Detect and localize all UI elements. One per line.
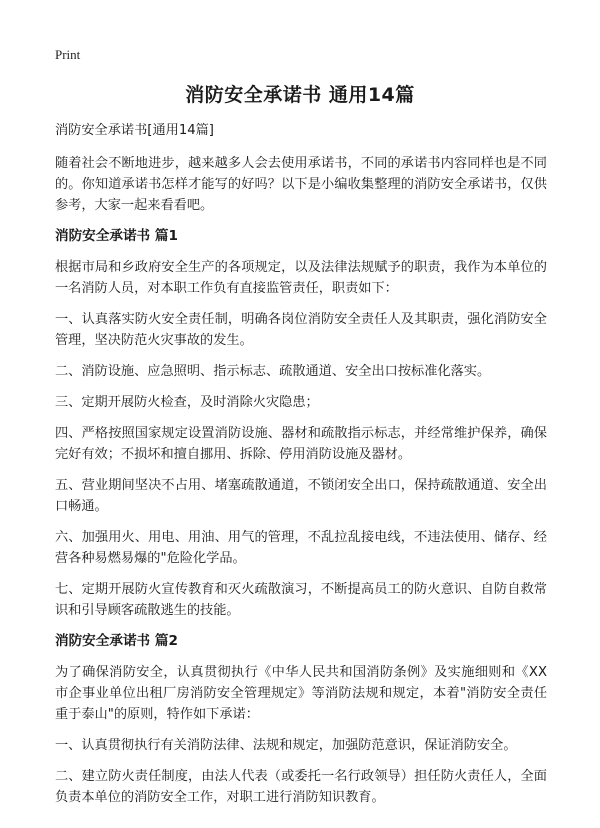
paragraph: 三、定期开展防火检查，及时消除火灾隐患； (55, 395, 319, 410)
document-title: 消防安全承诺书 通用14篇 (185, 84, 415, 106)
paragraph: 七、定期开展防火宣传教育和灭火疏散演习，不断提高员工的防火意识、自防自救常识和引导顾客疏散逃生的技能。 (55, 582, 547, 618)
document-subtitle: 消防安全承诺书[通用14篇] (55, 123, 214, 138)
section-heading: 消防安全承诺书 篇1 (55, 228, 178, 244)
paragraph: 二、建立防火责任制度，由法人代表（或委托一名行政领导）担任防火责任人，全面负责本单位的消防安全工作，对职工进行消防知识教育。 (55, 769, 547, 805)
intro-paragraph: 随着社会不断地进步，越来越多人会去使用承诺书，不同的承诺书内容同样也是不同的。你知道承诺书怎样才能写的好吗？以下是小编收集整理的消防安全承诺书，仅供参考，大家一起来看看吧。 (55, 156, 547, 213)
print-label: Print (55, 47, 81, 62)
paragraph: 一、认真落实防火安全责任制，明确各岗位消防安全责任人及其职责，强化消防安全管理，坚决防范火灾事故的发生。 (55, 312, 547, 348)
paragraph: 根据市局和乡政府安全生产的各项规定，以及法律法规赋予的职责，我作为本单位的一名消防人员，对本职工作负有直接监管责任，职责如下： (55, 260, 547, 296)
paragraph: 五、营业期间坚决不占用、堵塞疏散通道，不锁闭安全出口，保持疏散通道、安全出口畅通。 (55, 478, 547, 514)
paragraph: 为了确保消防安全，认真贯彻执行《中华人民共和国消防条例》及实施细则和《XX市企事业单位出租厂房消防安全管理规定》等消防法规和规定，本着"消防安全责任重于泰山"的原则，特作如下承诺： (55, 665, 547, 722)
paragraph: 一、认真贯彻执行有关消防法律、法规和规定，加强防范意识，保证消防安全。 (55, 738, 517, 753)
section-heading: 消防安全承诺书 篇2 (55, 633, 178, 649)
paragraph: 二、消防设施、应急照明、指示标志、疏散通道、安全出口按标准化落实。 (55, 364, 491, 379)
document-body (55, 120, 547, 818)
paragraph: 四、严格按照国家规定设置消防设施、器材和疏散指示标志，并经常维护保养，确保完好有效；不损坏和擅自挪用、拆除、停用消防设施及器材。 (55, 426, 547, 462)
paragraph: 六、加强用火、用电、用油、用气的管理，不乱拉乱接电线，不违法使用、储存、经营各种易燃易爆的"危险化学品。 (55, 530, 547, 566)
